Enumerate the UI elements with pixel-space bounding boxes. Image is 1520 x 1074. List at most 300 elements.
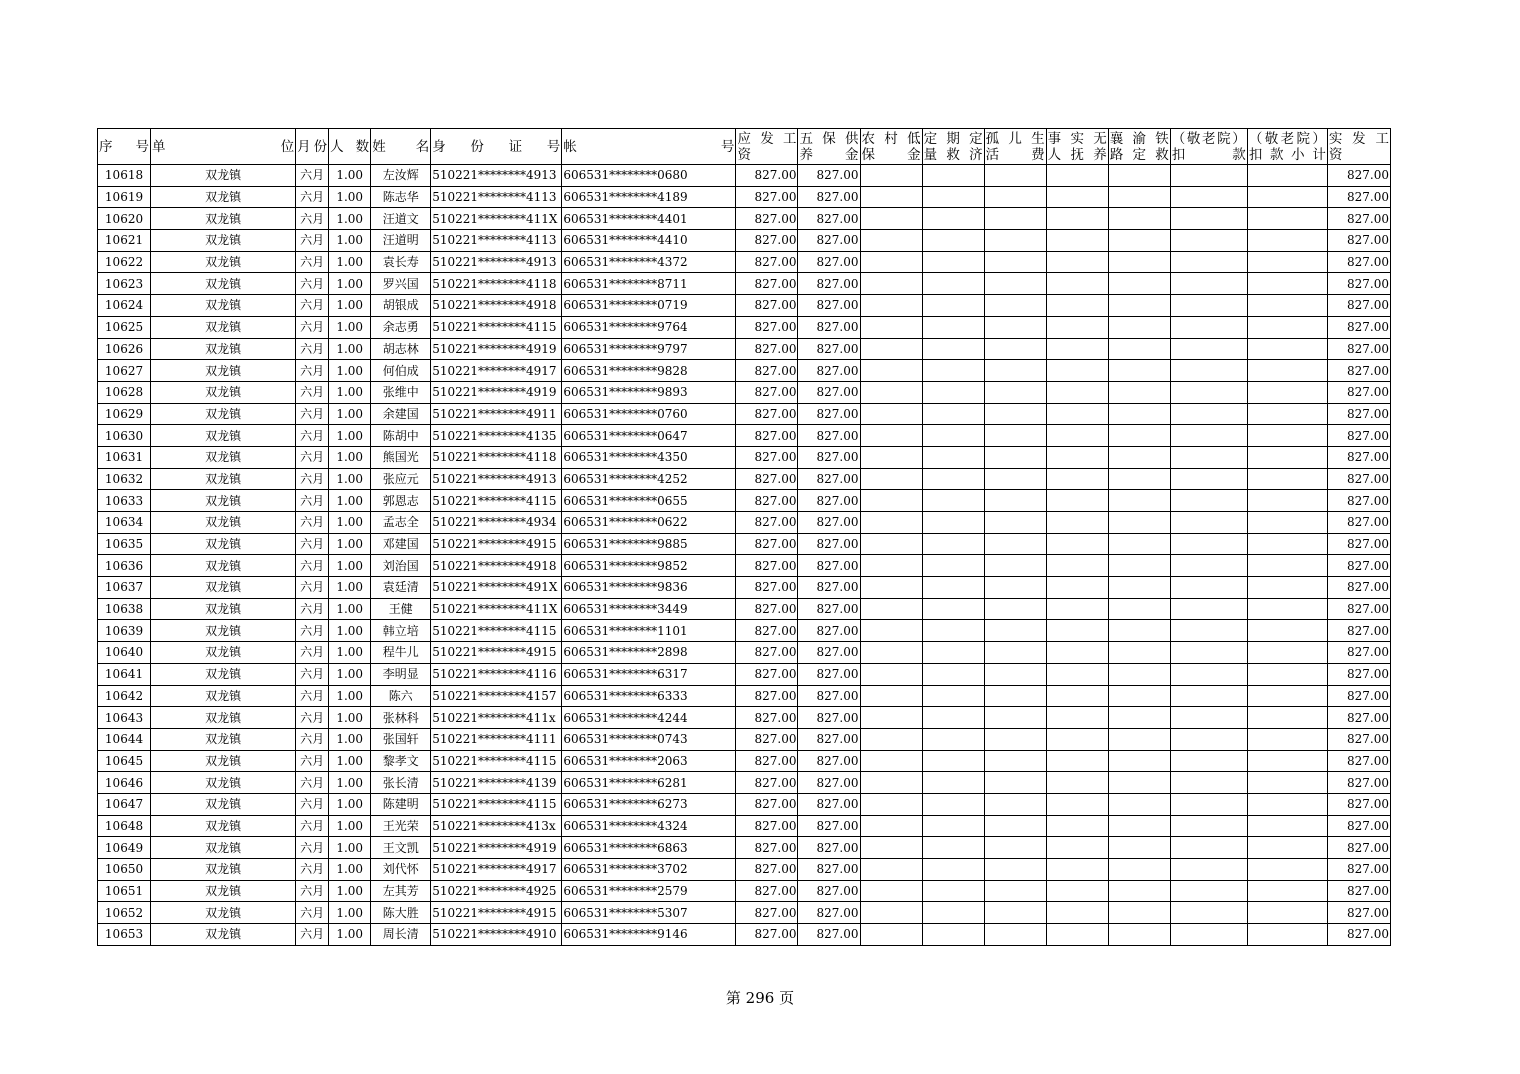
cell-name: 黎孝文	[371, 750, 431, 772]
cell-nursing-home-deduction	[1170, 251, 1247, 273]
cell-de-facto-orphan	[1046, 859, 1108, 881]
cell-payable-wage: 827.00	[736, 295, 798, 317]
cell-month: 六月	[296, 685, 329, 707]
cell-rural-dibao	[860, 902, 922, 924]
cell-name: 左其芳	[371, 880, 431, 902]
cell-five-guarantee: 827.00	[798, 728, 860, 750]
cell-unit: 双龙镇	[151, 707, 296, 729]
cell-serial: 10622	[98, 251, 151, 273]
cell-five-guarantee: 827.00	[798, 772, 860, 794]
cell-regular-relief	[922, 750, 984, 772]
cell-net-wage: 827.00	[1327, 685, 1390, 707]
cell-count: 1.00	[329, 490, 371, 512]
cell-five-guarantee: 827.00	[798, 642, 860, 664]
cell-nursing-home-deduction-subtotal	[1247, 208, 1327, 230]
cell-month: 六月	[296, 446, 329, 468]
cell-xiangyu-railway-relief	[1108, 165, 1170, 187]
cell-de-facto-orphan	[1046, 707, 1108, 729]
cell-id-number: 510221********4915	[431, 533, 562, 555]
cell-regular-relief	[922, 533, 984, 555]
cell-de-facto-orphan	[1046, 251, 1108, 273]
cell-nursing-home-deduction	[1170, 316, 1247, 338]
cell-nursing-home-deduction	[1170, 165, 1247, 187]
header-five-guarantee: 五 保 供 养 金	[799, 130, 859, 163]
cell-id-number: 510221********4913	[431, 468, 562, 490]
table-row	[98, 403, 1391, 425]
cell-name: 汪道文	[371, 208, 431, 230]
cell-net-wage: 827.00	[1327, 598, 1390, 620]
cell-count: 1.00	[329, 859, 371, 881]
cell-id-number: 510221********4115	[431, 316, 562, 338]
cell-account: 606531********9893	[562, 381, 736, 403]
cell-net-wage: 827.00	[1327, 338, 1390, 360]
table-row	[98, 165, 1391, 187]
cell-de-facto-orphan	[1046, 750, 1108, 772]
cell-payable-wage: 827.00	[736, 186, 798, 208]
cell-de-facto-orphan	[1046, 642, 1108, 664]
cell-payable-wage: 827.00	[736, 230, 798, 252]
cell-net-wage: 827.00	[1327, 230, 1390, 252]
cell-name: 陈六	[371, 685, 431, 707]
cell-month: 六月	[296, 728, 329, 750]
cell-xiangyu-railway-relief	[1108, 425, 1170, 447]
cell-month: 六月	[296, 165, 329, 187]
cell-id-number: 510221********4115	[431, 490, 562, 512]
cell-name: 左汝辉	[371, 165, 431, 187]
cell-account: 606531********0622	[562, 512, 736, 534]
cell-month: 六月	[296, 208, 329, 230]
cell-month: 六月	[296, 880, 329, 902]
cell-rural-dibao	[860, 186, 922, 208]
cell-regular-relief	[922, 186, 984, 208]
cell-rural-dibao	[860, 446, 922, 468]
cell-regular-relief	[922, 165, 984, 187]
cell-unit: 双龙镇	[151, 468, 296, 490]
cell-nursing-home-deduction-subtotal	[1247, 316, 1327, 338]
cell-account: 606531********4350	[562, 446, 736, 468]
cell-payable-wage: 827.00	[736, 577, 798, 599]
table-row	[98, 837, 1391, 859]
cell-orphan-allowance	[984, 902, 1046, 924]
cell-xiangyu-railway-relief	[1108, 880, 1170, 902]
cell-account: 606531********0680	[562, 165, 736, 187]
cell-nursing-home-deduction	[1170, 273, 1247, 295]
cell-payable-wage: 827.00	[736, 598, 798, 620]
cell-unit: 双龙镇	[151, 924, 296, 946]
cell-name: 王健	[371, 598, 431, 620]
cell-id-number: 510221********4918	[431, 555, 562, 577]
cell-account: 606531********9828	[562, 360, 736, 382]
cell-five-guarantee: 827.00	[798, 273, 860, 295]
cell-count: 1.00	[329, 772, 371, 794]
cell-orphan-allowance	[984, 837, 1046, 859]
cell-nursing-home-deduction-subtotal	[1247, 273, 1327, 295]
cell-orphan-allowance	[984, 859, 1046, 881]
cell-id-number: 510221********4139	[431, 772, 562, 794]
cell-orphan-allowance	[984, 251, 1046, 273]
cell-regular-relief	[922, 902, 984, 924]
table-row	[98, 446, 1391, 468]
cell-month: 六月	[296, 403, 329, 425]
cell-id-number: 510221********413x	[431, 815, 562, 837]
cell-account: 606531********3449	[562, 598, 736, 620]
cell-five-guarantee: 827.00	[798, 880, 860, 902]
cell-de-facto-orphan	[1046, 924, 1108, 946]
cell-rural-dibao	[860, 468, 922, 490]
cell-payable-wage: 827.00	[736, 273, 798, 295]
cell-xiangyu-railway-relief	[1108, 750, 1170, 772]
cell-count: 1.00	[329, 425, 371, 447]
header-nursing-home-deduction-subtotal: （敬老院）扣 款 小 计	[1248, 130, 1326, 163]
cell-regular-relief	[922, 707, 984, 729]
cell-name: 王光荣	[371, 815, 431, 837]
cell-count: 1.00	[329, 924, 371, 946]
cell-orphan-allowance	[984, 316, 1046, 338]
cell-rural-dibao	[860, 403, 922, 425]
cell-five-guarantee: 827.00	[798, 533, 860, 555]
cell-month: 六月	[296, 316, 329, 338]
cell-orphan-allowance	[984, 533, 1046, 555]
cell-count: 1.00	[329, 316, 371, 338]
cell-orphan-allowance	[984, 620, 1046, 642]
cell-orphan-allowance	[984, 642, 1046, 664]
cell-xiangyu-railway-relief	[1108, 663, 1170, 685]
cell-name: 张林科	[371, 707, 431, 729]
cell-xiangyu-railway-relief	[1108, 577, 1170, 599]
cell-five-guarantee: 827.00	[798, 425, 860, 447]
cell-nursing-home-deduction-subtotal	[1247, 295, 1327, 317]
cell-xiangyu-railway-relief	[1108, 902, 1170, 924]
cell-count: 1.00	[329, 446, 371, 468]
cell-payable-wage: 827.00	[736, 815, 798, 837]
cell-month: 六月	[296, 490, 329, 512]
cell-de-facto-orphan	[1046, 902, 1108, 924]
cell-orphan-allowance	[984, 381, 1046, 403]
cell-orphan-allowance	[984, 425, 1046, 447]
cell-net-wage: 827.00	[1327, 859, 1390, 881]
cell-id-number: 510221********4919	[431, 381, 562, 403]
cell-month: 六月	[296, 230, 329, 252]
cell-account: 606531********4189	[562, 186, 736, 208]
cell-net-wage: 827.00	[1327, 165, 1390, 187]
cell-xiangyu-railway-relief	[1108, 555, 1170, 577]
table-row	[98, 251, 1391, 273]
cell-de-facto-orphan	[1046, 728, 1108, 750]
header-account: 帐 号	[562, 129, 736, 165]
cell-orphan-allowance	[984, 208, 1046, 230]
cell-id-number: 510221********4919	[431, 837, 562, 859]
cell-rural-dibao	[860, 772, 922, 794]
cell-serial: 10631	[98, 446, 151, 468]
cell-five-guarantee: 827.00	[798, 446, 860, 468]
cell-rural-dibao	[860, 316, 922, 338]
cell-net-wage: 827.00	[1327, 815, 1390, 837]
table-row	[98, 598, 1391, 620]
table-row	[98, 208, 1391, 230]
cell-unit: 双龙镇	[151, 859, 296, 881]
cell-serial: 10638	[98, 598, 151, 620]
cell-name: 胡志林	[371, 338, 431, 360]
cell-account: 606531********9885	[562, 533, 736, 555]
cell-nursing-home-deduction	[1170, 555, 1247, 577]
cell-de-facto-orphan	[1046, 295, 1108, 317]
cell-id-number: 510221********4157	[431, 685, 562, 707]
cell-name: 余建国	[371, 403, 431, 425]
cell-orphan-allowance	[984, 230, 1046, 252]
cell-nursing-home-deduction-subtotal	[1247, 750, 1327, 772]
cell-serial: 10623	[98, 273, 151, 295]
cell-net-wage: 827.00	[1327, 772, 1390, 794]
cell-account: 606531********6863	[562, 837, 736, 859]
cell-nursing-home-deduction	[1170, 663, 1247, 685]
cell-rural-dibao	[860, 360, 922, 382]
cell-rural-dibao	[860, 620, 922, 642]
cell-account: 606531********0743	[562, 728, 736, 750]
cell-month: 六月	[296, 859, 329, 881]
cell-orphan-allowance	[984, 555, 1046, 577]
cell-name: 何伯成	[371, 360, 431, 382]
cell-account: 606531********6273	[562, 793, 736, 815]
cell-rural-dibao	[860, 707, 922, 729]
cell-unit: 双龙镇	[151, 533, 296, 555]
cell-name: 刘代怀	[371, 859, 431, 881]
cell-name: 汪道明	[371, 230, 431, 252]
cell-name: 邓建国	[371, 533, 431, 555]
table-row	[98, 230, 1391, 252]
cell-nursing-home-deduction-subtotal	[1247, 403, 1327, 425]
cell-payable-wage: 827.00	[736, 316, 798, 338]
cell-month: 六月	[296, 902, 329, 924]
cell-xiangyu-railway-relief	[1108, 707, 1170, 729]
cell-regular-relief	[922, 230, 984, 252]
cell-nursing-home-deduction-subtotal	[1247, 165, 1327, 187]
cell-count: 1.00	[329, 728, 371, 750]
cell-nursing-home-deduction-subtotal	[1247, 186, 1327, 208]
cell-xiangyu-railway-relief	[1108, 446, 1170, 468]
cell-de-facto-orphan	[1046, 620, 1108, 642]
cell-xiangyu-railway-relief	[1108, 360, 1170, 382]
cell-name: 陈志华	[371, 186, 431, 208]
cell-count: 1.00	[329, 338, 371, 360]
cell-xiangyu-railway-relief	[1108, 772, 1170, 794]
cell-serial: 10618	[98, 165, 151, 187]
cell-unit: 双龙镇	[151, 425, 296, 447]
cell-orphan-allowance	[984, 577, 1046, 599]
table-row	[98, 859, 1391, 881]
cell-nursing-home-deduction	[1170, 208, 1247, 230]
cell-unit: 双龙镇	[151, 360, 296, 382]
cell-unit: 双龙镇	[151, 880, 296, 902]
cell-account: 606531********9836	[562, 577, 736, 599]
cell-payable-wage: 827.00	[736, 381, 798, 403]
header-rural-dibao: 农 村 低 保 金	[861, 130, 921, 163]
cell-nursing-home-deduction	[1170, 533, 1247, 555]
cell-id-number: 510221********491X	[431, 577, 562, 599]
cell-count: 1.00	[329, 880, 371, 902]
cell-regular-relief	[922, 815, 984, 837]
cell-nursing-home-deduction	[1170, 685, 1247, 707]
cell-nursing-home-deduction	[1170, 186, 1247, 208]
cell-de-facto-orphan	[1046, 468, 1108, 490]
cell-rural-dibao	[860, 381, 922, 403]
cell-nursing-home-deduction	[1170, 620, 1247, 642]
cell-xiangyu-railway-relief	[1108, 230, 1170, 252]
cell-payable-wage: 827.00	[736, 165, 798, 187]
cell-serial: 10644	[98, 728, 151, 750]
cell-de-facto-orphan	[1046, 555, 1108, 577]
cell-rural-dibao	[860, 251, 922, 273]
cell-account: 606531********0655	[562, 490, 736, 512]
cell-de-facto-orphan	[1046, 403, 1108, 425]
cell-serial: 10650	[98, 859, 151, 881]
cell-rural-dibao	[860, 273, 922, 295]
cell-net-wage: 827.00	[1327, 425, 1390, 447]
cell-name: 郭恩志	[371, 490, 431, 512]
cell-xiangyu-railway-relief	[1108, 837, 1170, 859]
cell-unit: 双龙镇	[151, 208, 296, 230]
cell-de-facto-orphan	[1046, 533, 1108, 555]
cell-unit: 双龙镇	[151, 446, 296, 468]
cell-payable-wage: 827.00	[736, 793, 798, 815]
cell-nursing-home-deduction	[1170, 642, 1247, 664]
cell-xiangyu-railway-relief	[1108, 468, 1170, 490]
cell-nursing-home-deduction-subtotal	[1247, 425, 1327, 447]
cell-payable-wage: 827.00	[736, 468, 798, 490]
cell-count: 1.00	[329, 512, 371, 534]
cell-name: 王文凯	[371, 837, 431, 859]
cell-payable-wage: 827.00	[736, 924, 798, 946]
cell-net-wage: 827.00	[1327, 924, 1390, 946]
cell-nursing-home-deduction	[1170, 750, 1247, 772]
cell-regular-relief	[922, 793, 984, 815]
cell-nursing-home-deduction-subtotal	[1247, 555, 1327, 577]
cell-net-wage: 827.00	[1327, 533, 1390, 555]
cell-xiangyu-railway-relief	[1108, 859, 1170, 881]
cell-xiangyu-railway-relief	[1108, 338, 1170, 360]
cell-id-number: 510221********4115	[431, 620, 562, 642]
cell-account: 606531********4410	[562, 230, 736, 252]
cell-name: 周长清	[371, 924, 431, 946]
cell-rural-dibao	[860, 533, 922, 555]
cell-id-number: 510221********411x	[431, 707, 562, 729]
cell-rural-dibao	[860, 880, 922, 902]
cell-unit: 双龙镇	[151, 403, 296, 425]
cell-payable-wage: 827.00	[736, 403, 798, 425]
cell-id-number: 510221********4913	[431, 251, 562, 273]
cell-five-guarantee: 827.00	[798, 859, 860, 881]
cell-serial: 10652	[98, 902, 151, 924]
cell-rural-dibao	[860, 555, 922, 577]
cell-regular-relief	[922, 338, 984, 360]
cell-de-facto-orphan	[1046, 425, 1108, 447]
cell-orphan-allowance	[984, 598, 1046, 620]
cell-id-number: 510221********411X	[431, 208, 562, 230]
cell-orphan-allowance	[984, 273, 1046, 295]
cell-orphan-allowance	[984, 338, 1046, 360]
cell-nursing-home-deduction	[1170, 230, 1247, 252]
cell-net-wage: 827.00	[1327, 750, 1390, 772]
table-row	[98, 468, 1391, 490]
table-row	[98, 902, 1391, 924]
cell-count: 1.00	[329, 598, 371, 620]
cell-count: 1.00	[329, 750, 371, 772]
cell-nursing-home-deduction	[1170, 880, 1247, 902]
cell-five-guarantee: 827.00	[798, 403, 860, 425]
cell-net-wage: 827.00	[1327, 381, 1390, 403]
cell-five-guarantee: 827.00	[798, 750, 860, 772]
cell-count: 1.00	[329, 902, 371, 924]
cell-regular-relief	[922, 598, 984, 620]
cell-regular-relief	[922, 403, 984, 425]
cell-nursing-home-deduction-subtotal	[1247, 533, 1327, 555]
cell-regular-relief	[922, 468, 984, 490]
cell-unit: 双龙镇	[151, 273, 296, 295]
cell-month: 六月	[296, 577, 329, 599]
cell-five-guarantee: 827.00	[798, 902, 860, 924]
cell-orphan-allowance	[984, 880, 1046, 902]
cell-net-wage: 827.00	[1327, 490, 1390, 512]
cell-serial: 10648	[98, 815, 151, 837]
cell-id-number: 510221********4917	[431, 859, 562, 881]
cell-count: 1.00	[329, 642, 371, 664]
cell-account: 606531********2063	[562, 750, 736, 772]
cell-rural-dibao	[860, 793, 922, 815]
cell-de-facto-orphan	[1046, 772, 1108, 794]
cell-serial: 10633	[98, 490, 151, 512]
cell-serial: 10637	[98, 577, 151, 599]
cell-name: 孟志全	[371, 512, 431, 534]
cell-count: 1.00	[329, 837, 371, 859]
cell-regular-relief	[922, 642, 984, 664]
cell-count: 1.00	[329, 707, 371, 729]
cell-account: 606531********0719	[562, 295, 736, 317]
cell-de-facto-orphan	[1046, 577, 1108, 599]
cell-nursing-home-deduction-subtotal	[1247, 772, 1327, 794]
cell-regular-relief	[922, 295, 984, 317]
table-row	[98, 381, 1391, 403]
cell-de-facto-orphan	[1046, 186, 1108, 208]
cell-name: 陈大胜	[371, 902, 431, 924]
cell-serial: 10625	[98, 316, 151, 338]
cell-count: 1.00	[329, 295, 371, 317]
cell-payable-wage: 827.00	[736, 859, 798, 881]
cell-nursing-home-deduction	[1170, 468, 1247, 490]
cell-payable-wage: 827.00	[736, 728, 798, 750]
cell-nursing-home-deduction-subtotal	[1247, 859, 1327, 881]
cell-net-wage: 827.00	[1327, 837, 1390, 859]
cell-serial: 10632	[98, 468, 151, 490]
cell-five-guarantee: 827.00	[798, 468, 860, 490]
cell-rural-dibao	[860, 642, 922, 664]
cell-de-facto-orphan	[1046, 273, 1108, 295]
cell-five-guarantee: 827.00	[798, 381, 860, 403]
cell-serial: 10651	[98, 880, 151, 902]
header-id-number: 身 份 证 号	[431, 129, 562, 165]
cell-payable-wage: 827.00	[736, 663, 798, 685]
cell-month: 六月	[296, 837, 329, 859]
cell-unit: 双龙镇	[151, 598, 296, 620]
header-xiangyu-railway-relief: 襄 渝 铁 路 定 救	[1109, 130, 1169, 163]
table-row	[98, 338, 1391, 360]
cell-id-number: 510221********4116	[431, 663, 562, 685]
cell-unit: 双龙镇	[151, 902, 296, 924]
cell-regular-relief	[922, 208, 984, 230]
cell-name: 张维中	[371, 381, 431, 403]
cell-net-wage: 827.00	[1327, 642, 1390, 664]
cell-xiangyu-railway-relief	[1108, 533, 1170, 555]
cell-nursing-home-deduction-subtotal	[1247, 251, 1327, 273]
cell-payable-wage: 827.00	[736, 208, 798, 230]
